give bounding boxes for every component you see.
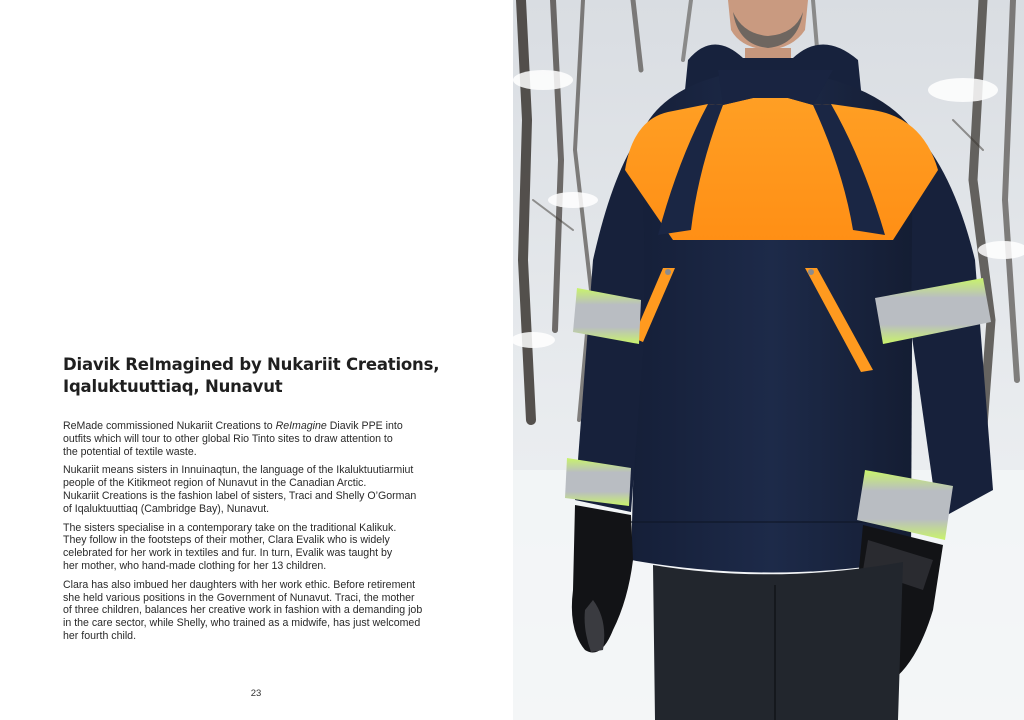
text-line: Clara has also imbued her daughters with her work ethic. Before retirement xyxy=(63,578,416,591)
paragraph xyxy=(63,464,463,515)
text-line: Nukariit Creations is the fashion label of sisters, Traci and Shelly O’Gorman xyxy=(63,489,417,502)
title-line: Diavik ReImagined by Nukariit Creations, xyxy=(63,355,440,374)
text-line: her fourth child. xyxy=(63,629,137,642)
paragraph xyxy=(63,420,463,458)
text-line: They follow in the footsteps of their mother, Clara Evalik who is widely xyxy=(63,534,390,547)
body-text xyxy=(63,420,463,649)
paragraph xyxy=(63,579,463,643)
paragraph xyxy=(63,522,463,573)
jeans xyxy=(653,562,903,720)
emphasis: ReImagine xyxy=(275,420,327,432)
page-title xyxy=(63,354,463,398)
text-line: her mother, who hand-made clothing for her 13 children. xyxy=(63,559,327,572)
text-line: of three children, balances her creative work in fashion with a demanding job xyxy=(63,604,423,617)
title-line: Iqaluktuuttiaq, Nunavut xyxy=(63,377,283,396)
text-line: she held various positions in the Government of Nunavut. Traci, the mother xyxy=(63,591,415,604)
pocket-grommet xyxy=(665,269,671,275)
pocket-grommet xyxy=(808,269,814,275)
text-line: outfits which will tour to other global Rio Tinto sites to draw attention to xyxy=(63,432,393,445)
text-line: of Iqaluktuuttiaq (Cambridge Bay), Nunavut. xyxy=(63,502,270,515)
jacket-photo xyxy=(513,0,1024,720)
text-line: Nukariit means sisters in Innuinaqtun, the language of the Ikaluktuutiarmiut xyxy=(63,464,414,477)
text-line: The sisters specialise in a contemporary take on the traditional Kalikuk. xyxy=(63,521,397,534)
page-number: 23 xyxy=(250,688,262,699)
text-line: in the care sector, while Shelly, who trained as a midwife, has just welcomed xyxy=(63,617,421,630)
text-line: the potential of textile waste. xyxy=(63,445,197,458)
text-line: celebrated for her work in textiles and fur. In turn, Evalik was taught by xyxy=(63,547,393,560)
text-line: ReMade commissioned Nukariit Creations to ReImagine Diavik PPE into xyxy=(63,420,403,432)
text-line: people of the Kitikmeot region of Nunavut in the Canadian Arctic. xyxy=(63,477,367,490)
